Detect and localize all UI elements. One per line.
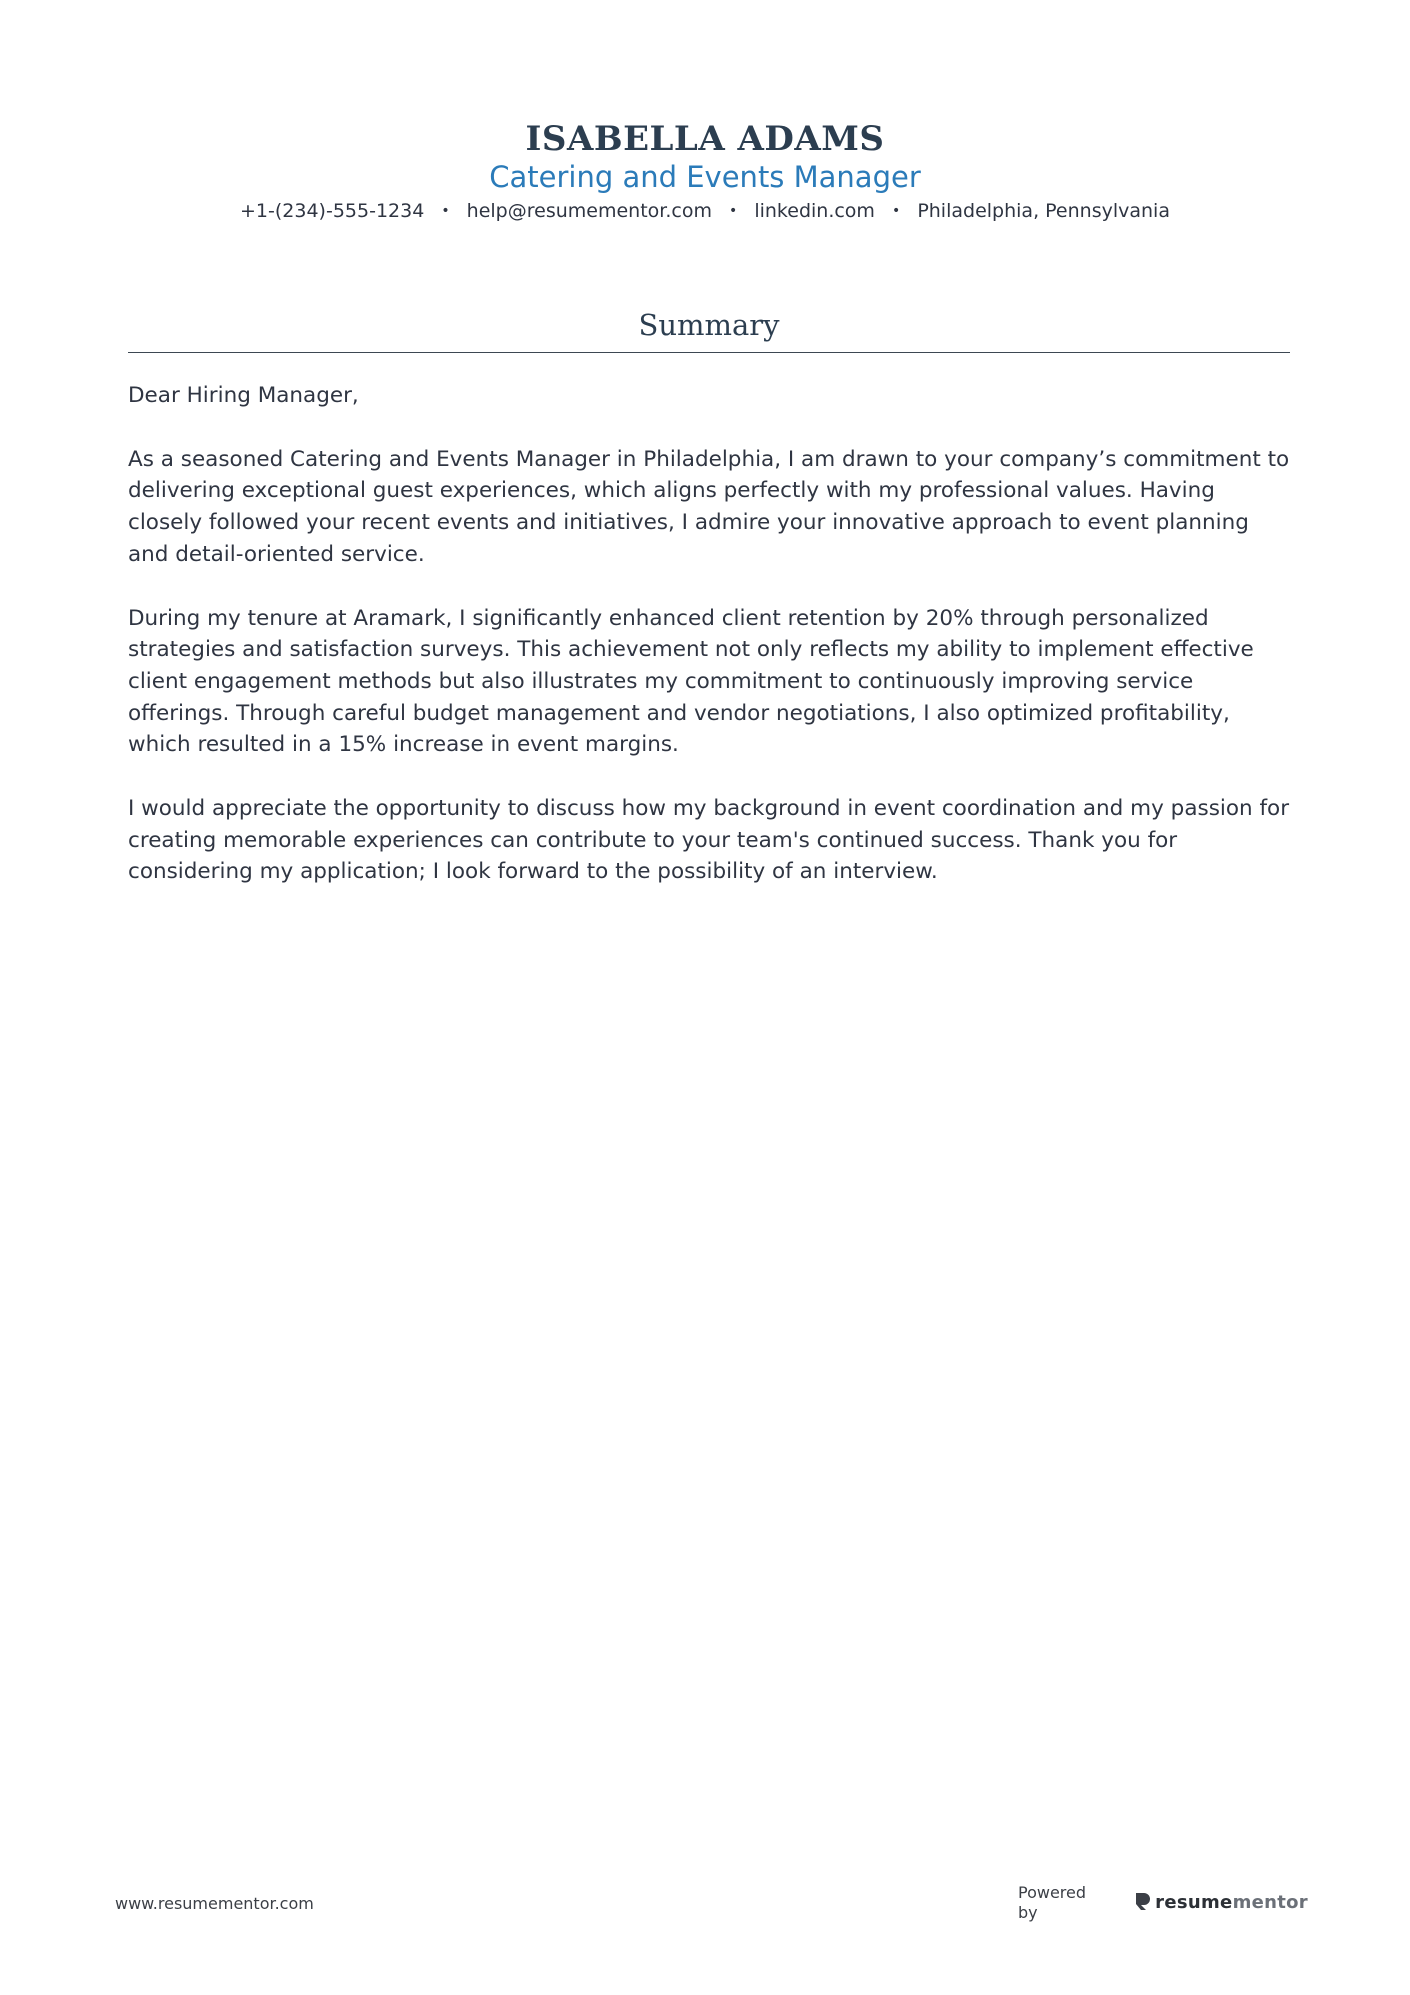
letter-paragraph-2: During my tenure at Aramark, I significantly enhanced client retention by 20% through personalized strategies and satisfaction surveys. This achievement not only reflects my ability to implement effective client engagement methods but also illustrates my commitment to continuously improving service offerings. Through careful budget management and vendor negotiations, I also optimized profitability, which resulted in a 15% increase in event margins. (128, 605, 1254, 758)
footer-branding (1018, 1883, 1308, 1922)
letter-header (0, 118, 1410, 224)
resumementor-logo-icon (1134, 1891, 1155, 1915)
candidate-name: ISABELLA ADAMS (525, 119, 885, 159)
letter-body (128, 380, 1292, 920)
brand-wordmark-bold: resume (1155, 1892, 1233, 1913)
candidate-title: Catering and Events Manager (489, 160, 921, 194)
letter-paragraph-3: I would appreciate the opportunity to discuss how my background in event coordination and my passion for creating memorable experiences can contribute to your team's continued success. Thank you for considering my application; I look forward to the possibility of an interview. (128, 796, 1290, 885)
letter-salutation: Dear Hiring Manager, (128, 383, 359, 408)
letter-paragraph-1: As a seasoned Catering and Events Manager in Philadelphia, I am drawn to your company’s commitment to delivering exceptional guest experiences, which aligns perfectly with my professional values. Having closely followed your recent events and initiatives, I admire your innovative approach to event planning and detail-oriented service. (128, 446, 1290, 567)
footer-website[interactable]: www.resumementor.com (115, 1894, 314, 1913)
contact-separator: • (892, 203, 901, 219)
contact-linkedin[interactable]: linkedin.com (754, 200, 875, 222)
brand-wordmark (1155, 1892, 1308, 1914)
contact-phone: +1-(234)-555-1234 (240, 200, 425, 222)
section-divider (128, 352, 1290, 353)
contact-separator: • (729, 203, 738, 219)
section-heading-summary: Summary (638, 308, 780, 342)
brand-wordmark-light: mentor (1232, 1892, 1308, 1913)
contact-line (0, 198, 1410, 224)
contact-separator: • (441, 203, 450, 219)
contact-email[interactable]: help@resumementor.com (466, 200, 712, 222)
contact-location: Philadelphia, Pennsylvania (917, 200, 1170, 222)
powered-by-label: Powered by (1018, 1883, 1087, 1922)
